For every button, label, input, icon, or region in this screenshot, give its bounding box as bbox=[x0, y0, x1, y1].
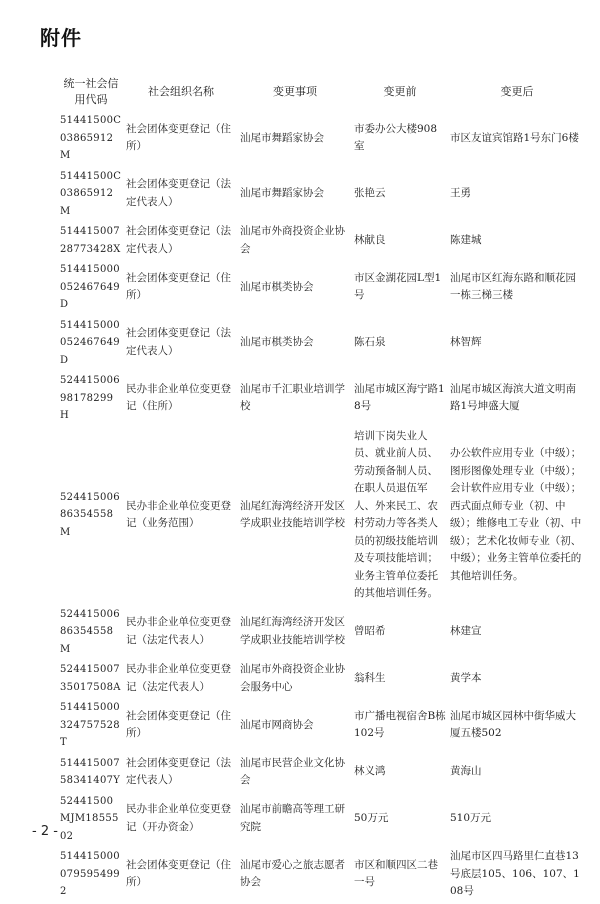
table-row bbox=[58, 793, 586, 849]
cell-credit-code: 514415000324757528T bbox=[60, 702, 120, 748]
cell-credit-code: 52441500698178299H bbox=[60, 375, 120, 421]
cell-credit-code: 51441500C03865912M bbox=[60, 170, 122, 217]
cell-change-type: 社会团体变更登记（法定代表人） bbox=[126, 756, 231, 786]
change-registration-table bbox=[58, 76, 586, 904]
cell-before-value: 50万元 bbox=[354, 812, 389, 824]
cell-before-value: 翁科生 bbox=[354, 671, 386, 684]
cell-organization-name: 汕尾市棋类协会 bbox=[240, 336, 314, 348]
cell-before-value: 陈石泉 bbox=[354, 336, 386, 348]
cell-before-value: 市区和顺四区二巷一号 bbox=[354, 858, 438, 889]
cell-organization-name: 汕尾红海湾经济开发区学成职业技能培训学校 bbox=[240, 499, 345, 529]
cell-change-type: 社会团体变更登记（住所） bbox=[126, 122, 231, 153]
table-row bbox=[58, 168, 586, 224]
cell-change-type: 社会团体变更登记（住所） bbox=[126, 709, 231, 740]
cell-before-value: 市区金湖花园L型1号 bbox=[354, 271, 442, 302]
cell-after-value: 黄海山 bbox=[450, 765, 482, 778]
table-row bbox=[58, 317, 586, 373]
table-row bbox=[58, 112, 586, 168]
cell-organization-name: 汕尾市外商投资企业协会 bbox=[240, 225, 345, 255]
cell-after-value: 办公软件应用专业（中级）；图形图像处理专业（中级）；会计软件应用专业（中级）；西式面点师专业（初、中级）；维修电工专业（初、中级）；艺术化妆师专业（初、中级）；业务主管单位委托的其他培训任务。 bbox=[450, 447, 582, 582]
cell-change-type: 社会团体变更登记（法定代表人） bbox=[126, 178, 231, 208]
cell-before-value: 林献良 bbox=[354, 233, 386, 246]
cell-credit-code: 52441500MJM1855502 bbox=[60, 795, 119, 842]
table-body bbox=[58, 112, 586, 904]
cell-credit-code: 52441500686354558M bbox=[60, 608, 120, 655]
cell-organization-name: 汕尾市网商协会 bbox=[240, 718, 314, 731]
cell-change-type: 社会团体变更登记（住所） bbox=[126, 858, 231, 889]
table-row bbox=[58, 223, 586, 261]
cell-change-type: 民办非企业单位变更登记（开办资金） bbox=[126, 803, 231, 833]
table-row bbox=[58, 606, 586, 662]
table-row bbox=[58, 372, 586, 428]
cell-credit-code: 51441500728773428X bbox=[60, 226, 121, 255]
cell-credit-code: 514415000052467649D bbox=[60, 319, 120, 366]
cell-credit-code: 51441500C03865912M bbox=[60, 115, 122, 161]
cell-after-value: 汕尾市城区园林中街华威大厦五楼502 bbox=[450, 709, 576, 740]
cell-change-type: 民办非企业单位变更登记（法定代表人） bbox=[126, 663, 231, 693]
table-row bbox=[58, 848, 586, 904]
cell-after-value: 510万元 bbox=[450, 812, 492, 824]
cell-organization-name: 汕尾市舞蹈家协会 bbox=[240, 187, 324, 199]
cell-organization-name: 汕尾红海湾经济开发区学成职业技能培训学校 bbox=[240, 616, 345, 646]
cell-credit-code: 51441500758341407Y bbox=[60, 757, 121, 786]
cell-after-value: 陈建城 bbox=[450, 233, 482, 246]
header-organization-name: 社会组织名称 bbox=[148, 85, 214, 98]
cell-organization-name: 汕尾市外商投资企业协会服务中心 bbox=[240, 663, 345, 693]
cell-after-value: 黄学本 bbox=[450, 671, 482, 684]
table-row bbox=[58, 261, 586, 317]
cell-organization-name: 汕尾市前瞻高等理工研究院 bbox=[240, 803, 345, 833]
cell-before-value: 市委办公大楼908室 bbox=[354, 122, 438, 153]
cell-after-value: 市区友谊宾馆路1号东门6楼 bbox=[450, 131, 579, 144]
table-row bbox=[58, 661, 586, 699]
cell-change-type: 社会团体变更登记（住所） bbox=[126, 271, 231, 302]
cell-organization-name: 汕尾市千汇职业培训学校 bbox=[240, 382, 345, 413]
table-row bbox=[58, 428, 586, 606]
cell-change-type: 社会团体变更登记（法定代表人） bbox=[126, 225, 231, 255]
table-row bbox=[58, 755, 586, 793]
cell-after-value: 林智辉 bbox=[450, 336, 482, 348]
cell-credit-code: 514415000052467649D bbox=[60, 264, 120, 310]
cell-after-value: 林建宣 bbox=[450, 625, 482, 637]
cell-after-value: 汕尾市区四马路里仁直巷13号底层105、106、107、108号 bbox=[450, 850, 580, 897]
cell-before-value: 林义鸿 bbox=[354, 765, 386, 778]
cell-organization-name: 汕尾市民营企业文化协会 bbox=[240, 756, 345, 786]
cell-change-type: 民办非企业单位变更登记（住所） bbox=[126, 382, 231, 413]
cell-before-value: 市广播电视宿舍B栋102号 bbox=[354, 709, 446, 740]
cell-change-type: 民办非企业单位变更登记（法定代表人） bbox=[126, 616, 231, 646]
table-header-row bbox=[58, 76, 586, 112]
cell-organization-name: 汕尾市棋类协会 bbox=[240, 280, 314, 293]
cell-organization-name: 汕尾市爱心之旅志愿者协会 bbox=[240, 858, 345, 889]
cell-after-value: 王勇 bbox=[450, 187, 471, 199]
header-change-item: 变更事项 bbox=[273, 85, 317, 98]
cell-credit-code: 5144150000795954992 bbox=[60, 851, 120, 897]
cell-before-value: 汕尾市城区海宁路18号 bbox=[354, 382, 445, 413]
cell-credit-code: 52441500686354558M bbox=[60, 491, 120, 538]
page-number: - 2 - bbox=[32, 824, 58, 839]
header-after-change: 变更后 bbox=[500, 85, 534, 98]
cell-before-value: 张艳云 bbox=[354, 187, 386, 199]
table-row bbox=[58, 699, 586, 755]
header-credit-code: 统一社会信用代码 bbox=[63, 77, 119, 106]
cell-before-value: 培训下岗失业人员、就业前人员、劳动预备制人员、在职人员退伍军人、外来民工、农村劳动力等各类人员的初级技能培训及专项技能培训；业务主管单位委托的其他培训任务。 bbox=[354, 429, 438, 599]
cell-change-type: 民办非企业单位变更登记（业务范围） bbox=[126, 499, 231, 529]
cell-after-value: 汕尾市城区海滨大道文明南路1号坤盛大厦 bbox=[450, 382, 576, 413]
cell-before-value: 曾昭希 bbox=[354, 625, 386, 637]
cell-change-type: 社会团体变更登记（法定代表人） bbox=[126, 327, 231, 357]
cell-organization-name: 汕尾市舞蹈家协会 bbox=[240, 131, 324, 144]
header-before-change: 变更前 bbox=[383, 85, 417, 98]
cell-after-value: 汕尾市区红海东路和顺花园一栋三梯三楼 bbox=[450, 271, 576, 302]
cell-credit-code: 52441500735017508A bbox=[60, 664, 121, 693]
attachment-title: 附件 bbox=[40, 26, 82, 50]
